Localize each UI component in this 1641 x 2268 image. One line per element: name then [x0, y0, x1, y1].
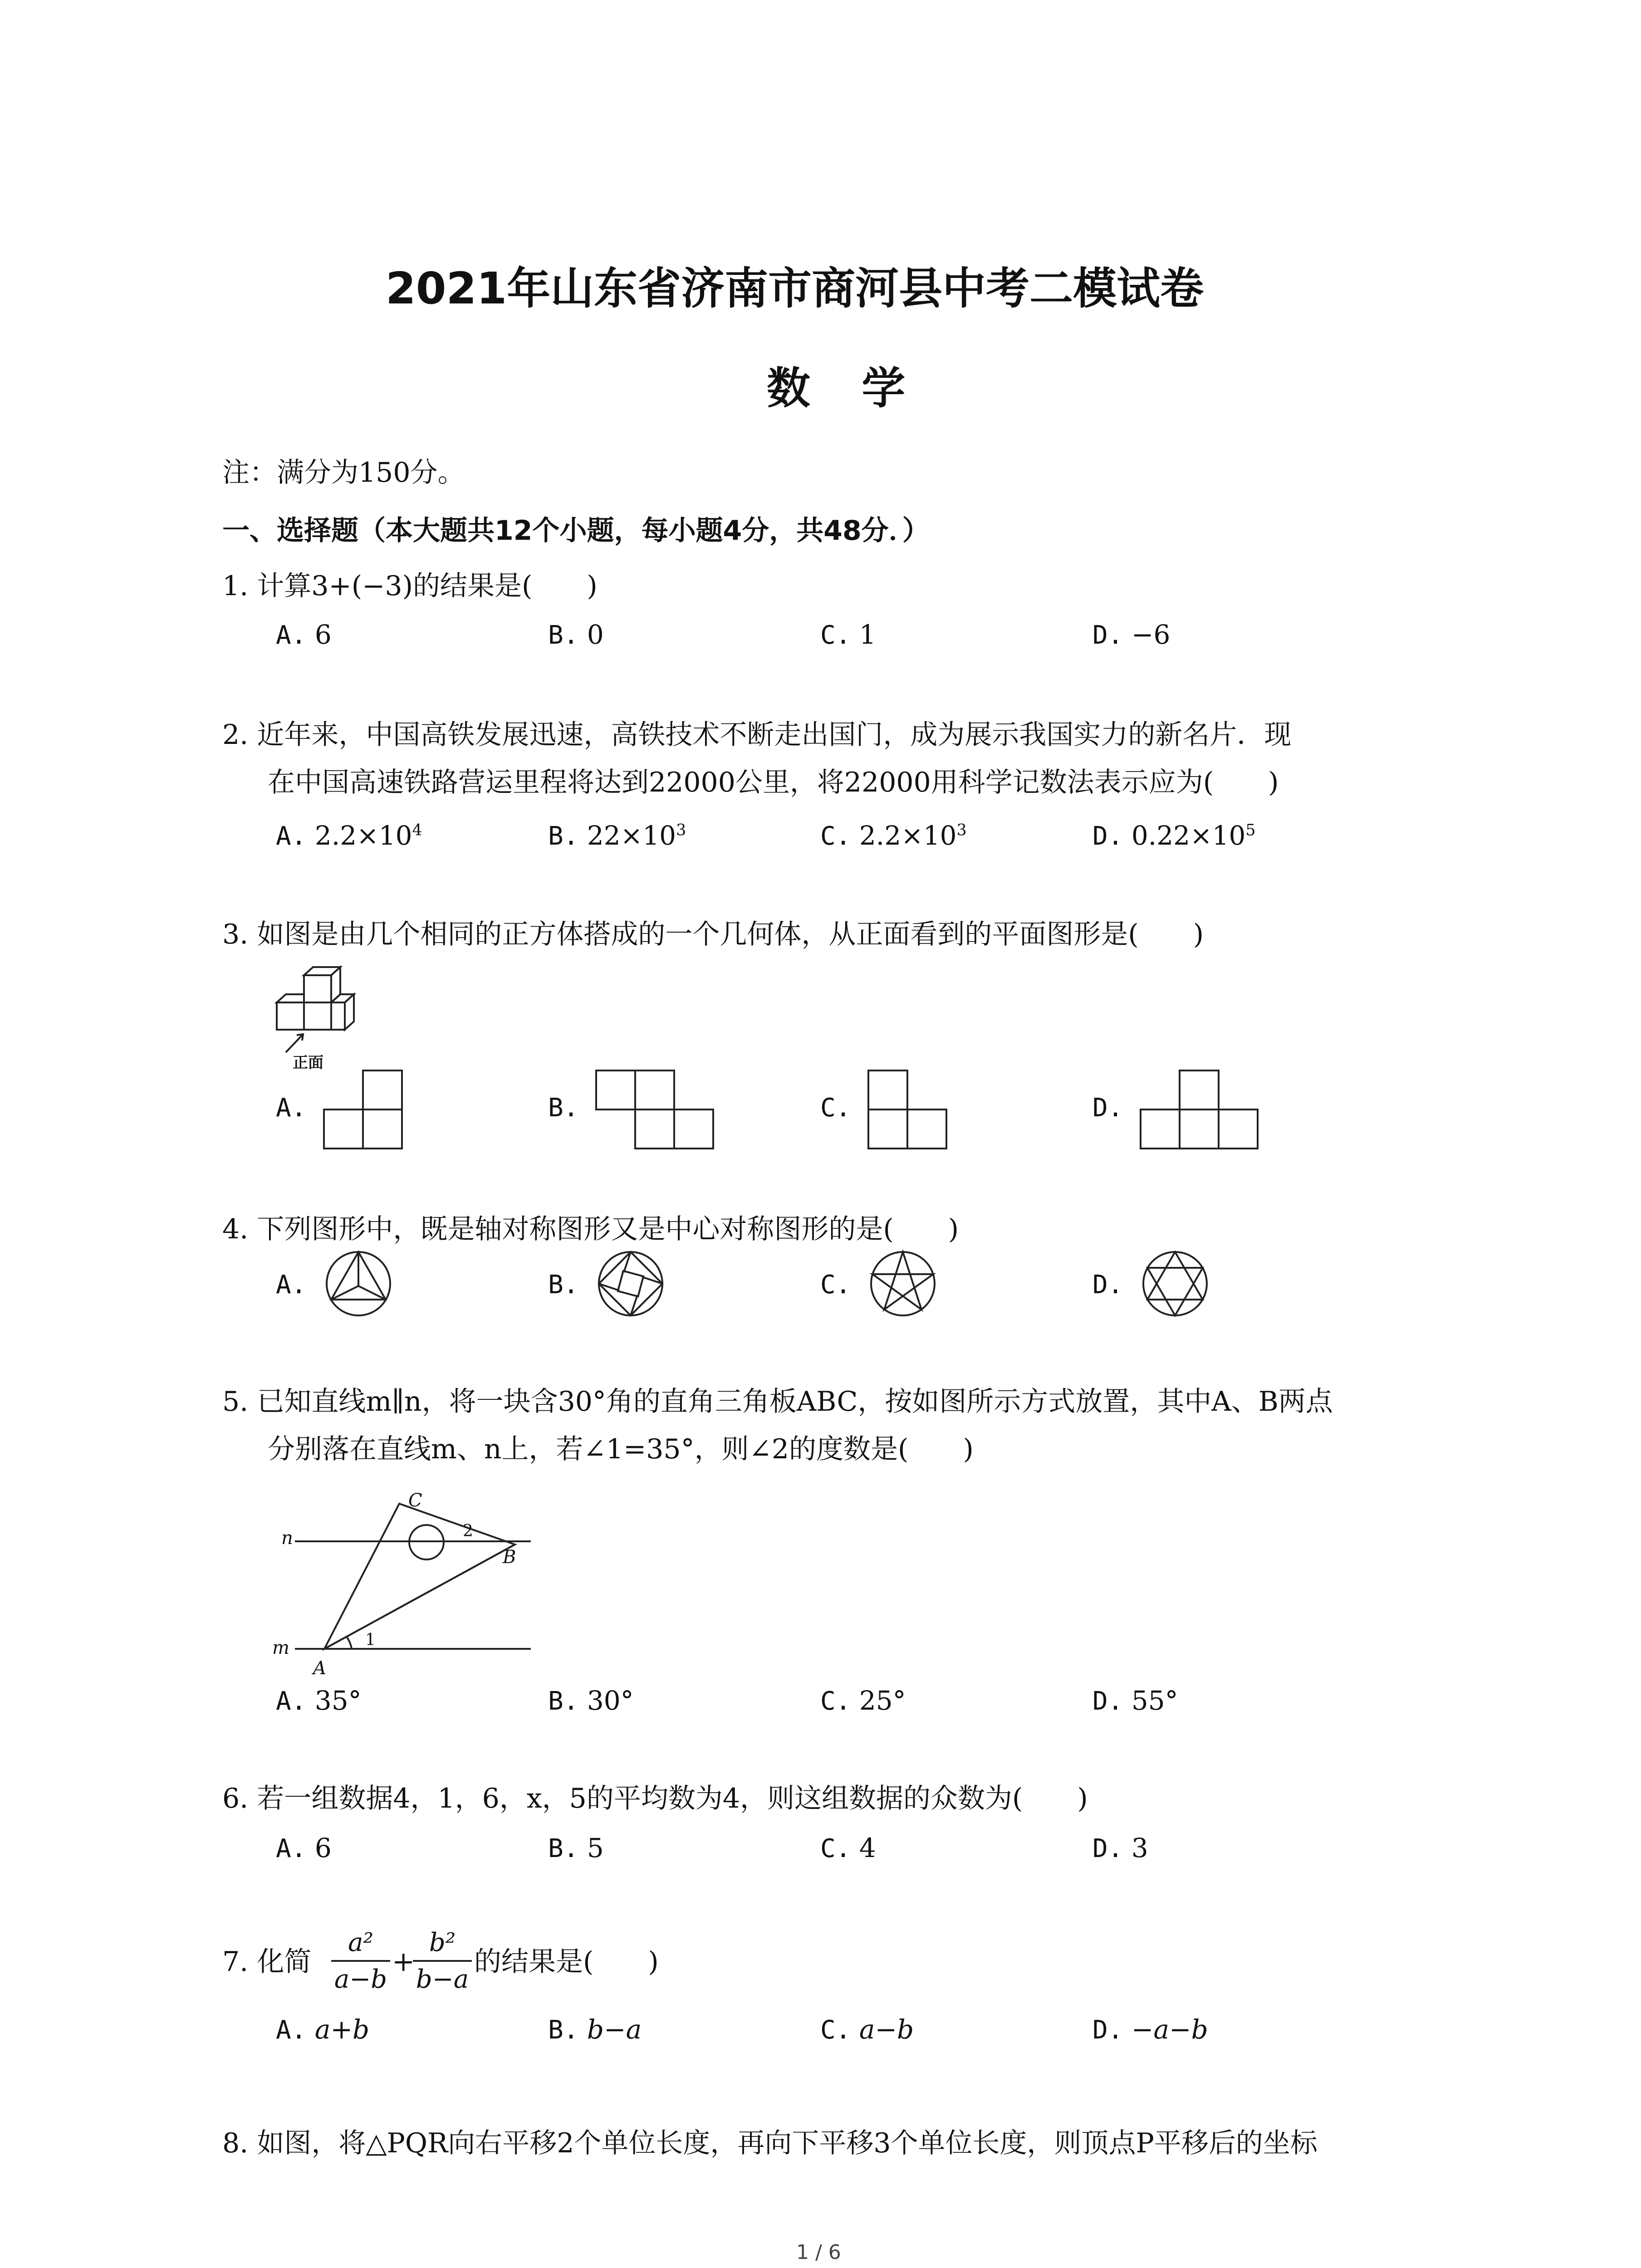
exam-title: 2021年山东省济南市商河县中考二模试卷 — [386, 263, 1204, 314]
fraction-denominator: b−a — [416, 1965, 469, 1994]
option-exponent: 3 — [956, 821, 967, 840]
q7-plus: + — [392, 1946, 415, 1978]
option-exponent: 4 — [412, 821, 422, 840]
option-label: A. — [276, 1093, 307, 1123]
q7-option-d[interactable] — [1092, 2014, 1208, 2045]
question-2-line1: 2. 近年来，中国高铁发展迅速，高铁技术不断走出国门，成为展示我国实力的新名片．现 — [222, 719, 1292, 751]
option-text: 35° — [314, 1685, 362, 1716]
question-3-stem: 3. 如图是由几个相同的正方体搭成的一个几何体，从正面看到的平面图形是( ) — [222, 919, 1204, 950]
option-label: A. — [276, 1834, 307, 1863]
subject-title: 数 学 — [767, 363, 924, 414]
option-text: 5 — [587, 1833, 604, 1863]
option-text: b−a — [587, 2014, 642, 2045]
front-view-shape-c — [867, 1070, 949, 1151]
question-8-stem: 8. 如图，将△PQR向右平移2个单位长度，再向下平移3个单位长度，则顶点P平移后的坐标 — [222, 2127, 1318, 2159]
option-text: 55° — [1131, 1685, 1178, 1716]
q7-suffix: 的结果是( ) — [474, 1946, 659, 1978]
front-view-shape-d — [1140, 1070, 1262, 1151]
front-view-shape-b — [595, 1070, 718, 1151]
option-text: a+b — [314, 2014, 370, 2045]
option-label: A. — [276, 621, 307, 650]
option-text: −6 — [1131, 619, 1171, 650]
line-m-label: m — [272, 1637, 289, 1658]
option-text: 3 — [1131, 1833, 1148, 1863]
option-text: 0 — [587, 619, 604, 650]
q5-option-d[interactable] — [1092, 1685, 1178, 1716]
q2-option-b[interactable] — [548, 820, 686, 851]
fraction-denominator: a−b — [334, 1965, 387, 1994]
option-text: −a−b — [1131, 2014, 1208, 2045]
option-label: C. — [820, 1834, 851, 1863]
question-1-stem: 1. 计算3+(−3)的结果是( ) — [222, 570, 598, 602]
question-6-stem: 6. 若一组数据4，1，6，x，5的平均数为4，则这组数据的众数为( ) — [222, 1783, 1088, 1814]
fraction-numerator: b² — [413, 1928, 472, 1962]
option-label: D. — [1092, 1686, 1123, 1716]
option-label: C. — [820, 821, 851, 851]
option-text: 1 — [859, 619, 876, 650]
q1-option-a[interactable] — [276, 619, 332, 650]
vertex-c-label: C — [408, 1490, 422, 1511]
option-label: A. — [276, 1270, 307, 1300]
q7-option-a[interactable] — [276, 2014, 369, 2045]
q6-option-b[interactable] — [548, 1833, 604, 1863]
angle-2-label: 2 — [463, 1522, 473, 1540]
option-label: C. — [820, 1270, 851, 1300]
circle-hexagram-icon — [1141, 1250, 1209, 1318]
q2-option-c[interactable] — [820, 820, 967, 851]
option-label: B. — [548, 2015, 579, 2045]
option-label: C. — [820, 1686, 851, 1716]
question-5-line2: 分别落在直线m、n上，若∠1=35°，则∠2的度数是( ) — [268, 1433, 974, 1465]
option-label: D. — [1092, 821, 1123, 851]
score-note: 注：满分为150分。 — [222, 457, 465, 489]
q7-prefix: 7. 化简 — [222, 1946, 312, 1978]
option-label: A. — [276, 1686, 307, 1716]
option-label: D. — [1092, 621, 1123, 650]
option-label: D. — [1092, 1834, 1123, 1863]
circle-pinwheel-icon — [597, 1250, 665, 1318]
q5-option-b[interactable] — [548, 1685, 634, 1716]
fraction-numerator: a² — [331, 1928, 390, 1962]
option-label: B. — [548, 1834, 579, 1863]
option-text: a−b — [859, 2014, 914, 2045]
option-text: 6 — [314, 1833, 332, 1863]
circle-triangle-icon — [324, 1250, 392, 1318]
option-label: B. — [548, 1686, 579, 1716]
option-label: B. — [548, 621, 579, 650]
question-5-line1: 5. 已知直线m∥n，将一块含30°角的直角三角板ABC，按如图所示方式放置，其中A、B两点 — [222, 1386, 1333, 1418]
parallel-lines-triangle-figure — [254, 1488, 549, 1683]
option-label: C. — [820, 2015, 851, 2045]
page-number: 1 / 6 — [796, 2241, 841, 2264]
option-label: A. — [276, 2015, 307, 2045]
q2-option-a[interactable] — [276, 820, 422, 851]
option-label: B. — [548, 1093, 579, 1123]
q6-option-a[interactable] — [276, 1833, 332, 1863]
option-label: D. — [1092, 2015, 1123, 2045]
q1-option-d[interactable] — [1092, 619, 1170, 650]
option-label: D. — [1092, 1093, 1123, 1123]
q7-option-b[interactable] — [548, 2014, 642, 2045]
vertex-a-label: A — [313, 1658, 326, 1679]
q6-option-c[interactable] — [820, 1833, 876, 1863]
option-text: 22×10 — [587, 820, 676, 851]
option-text: 6 — [314, 619, 332, 650]
q2-option-d[interactable] — [1092, 820, 1256, 851]
q7-fraction-1 — [331, 1928, 390, 1994]
front-view-shape-a — [323, 1070, 405, 1151]
option-text: 4 — [859, 1833, 876, 1863]
q1-option-b[interactable] — [548, 619, 604, 650]
angle-1-label: 1 — [365, 1631, 376, 1649]
front-view-label: 正面 — [293, 1054, 323, 1072]
q5-option-c[interactable] — [820, 1685, 906, 1716]
option-label: A. — [276, 821, 307, 851]
q7-fraction-2 — [413, 1928, 472, 1994]
q1-option-c[interactable] — [820, 619, 876, 650]
option-label: B. — [548, 821, 579, 851]
option-label: C. — [820, 1093, 851, 1123]
option-exponent: 5 — [1245, 821, 1256, 840]
q6-option-d[interactable] — [1092, 1833, 1148, 1863]
section-heading: 一、选择题（本大题共12个小题，每小题4分，共48分．） — [222, 515, 930, 547]
line-n-label: n — [281, 1528, 293, 1549]
question-4-stem: 4. 下列图形中，既是轴对称图形又是中心对称图形的是( ) — [222, 1213, 959, 1245]
option-exponent: 3 — [676, 821, 686, 840]
option-text: 0.22×10 — [1131, 820, 1246, 851]
option-text: 2.2×10 — [859, 820, 957, 851]
option-label: C. — [820, 621, 851, 650]
q5-option-a[interactable] — [276, 1685, 362, 1716]
option-text: 25° — [859, 1685, 906, 1716]
option-text: 30° — [587, 1685, 634, 1716]
option-text: 2.2×10 — [314, 820, 412, 851]
option-label: B. — [548, 1270, 579, 1300]
q7-option-c[interactable] — [820, 2014, 914, 2045]
question-2-line2: 在中国高速铁路营运里程将达到22000公里，将22000用科学记数法表示应为( ) — [268, 767, 1279, 798]
vertex-b-label: B — [503, 1547, 516, 1568]
option-label: D. — [1092, 1270, 1123, 1300]
circle-star-icon — [869, 1250, 937, 1318]
